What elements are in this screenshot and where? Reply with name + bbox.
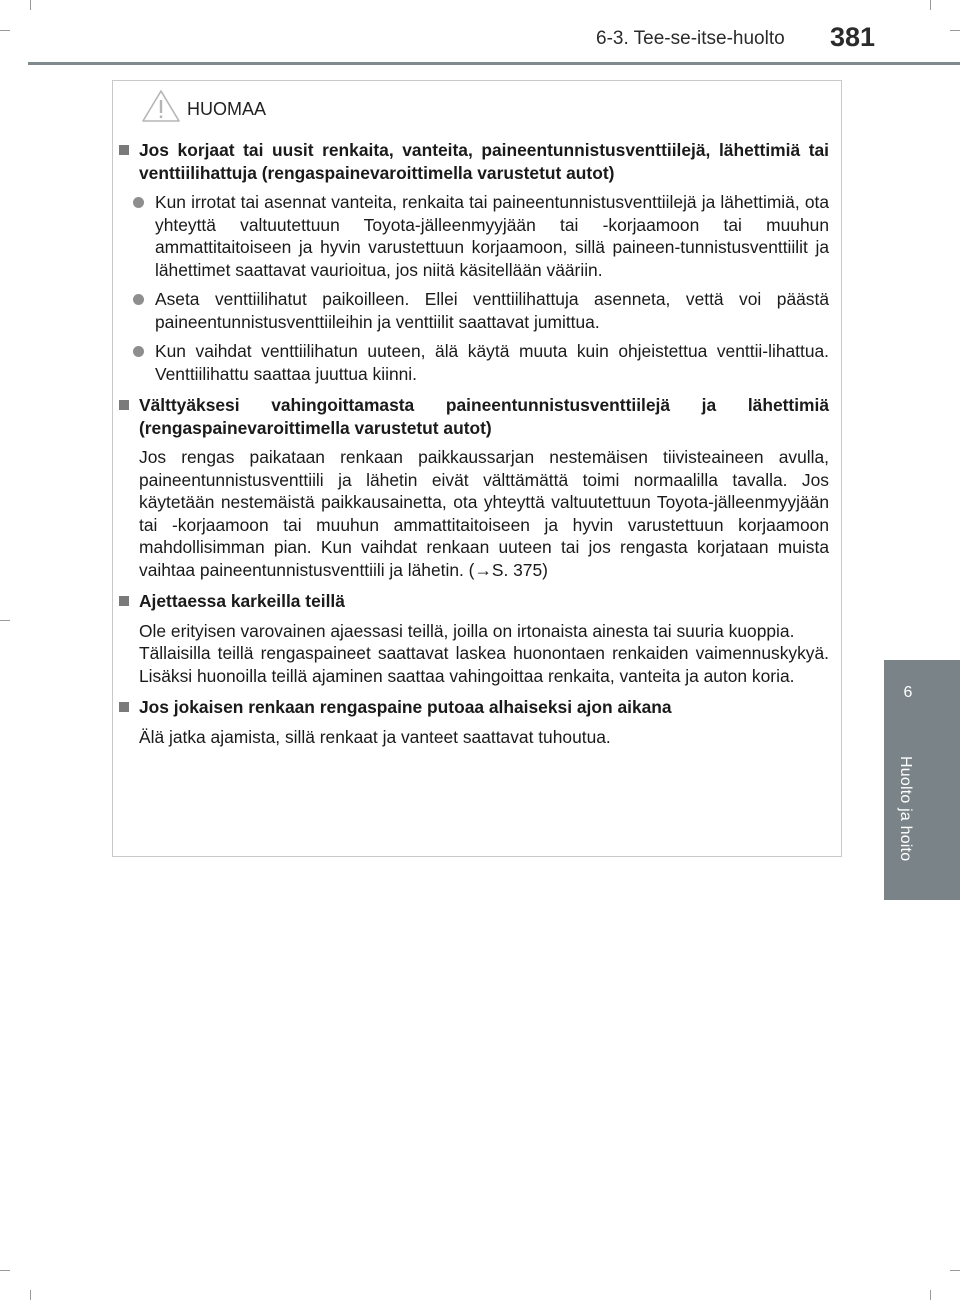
notice-section <box>119 139 829 385</box>
notice-content <box>119 139 829 757</box>
section-heading-text: Välttyäksesi vahingoittamasta paineentunnistusventtiilejä ja lähettimiä (rengaspainevaroittimella varustetut autot) <box>139 395 829 438</box>
crop-mark <box>30 1290 31 1300</box>
crop-mark <box>0 620 10 621</box>
notice-section <box>119 696 829 748</box>
square-bullet-icon <box>119 139 133 184</box>
crop-mark <box>950 30 960 31</box>
bullet-text: Kun vaihdat venttiilihatun uuteen, älä käytä muuta kuin ohjeistettua venttii-lihattua. Venttiilihattu saattaa juuttua kiinni. <box>155 341 829 384</box>
square-bullet-icon <box>119 590 133 613</box>
header-rule <box>28 62 960 65</box>
notice-section <box>119 394 829 581</box>
paragraph-text: Älä jatka ajamista, sillä renkaat ja vanteet saattavat tuhoutua. <box>139 726 611 747</box>
section-paragraph <box>139 446 829 581</box>
crop-mark <box>930 1290 931 1300</box>
round-bullet-icon <box>133 340 153 385</box>
round-bullet-icon <box>133 191 153 281</box>
crop-mark <box>930 0 931 10</box>
section-heading-text: Jos korjaat tai uusit renkaita, vanteita, paineentunnistusventtiilejä, lähettimiä tai venttiilihattuja (rengaspainevaroittimella varustetut autot) <box>139 140 829 183</box>
bullet-item <box>119 288 829 333</box>
bullet-item <box>119 191 829 281</box>
crop-mark <box>0 30 10 31</box>
page-number: 381 <box>830 22 876 52</box>
chapter-side-tab <box>884 660 960 900</box>
square-bullet-icon <box>119 394 133 439</box>
chapter-number: 6 <box>903 684 913 701</box>
crop-mark <box>30 0 31 10</box>
notice-header <box>141 89 266 123</box>
chapter-title: Huolto ja hoito <box>897 756 914 862</box>
running-header-section: 6-3. Tee-se-itse-huolto <box>596 28 785 49</box>
section-paragraph <box>139 620 829 688</box>
section-heading <box>119 696 829 719</box>
square-bullet-icon <box>119 696 133 719</box>
bullet-text: Kun irrotat tai asennat vanteita, renkaita tai paineentunnistusventtiilejä ja lähettimiä, ota yhteyttä valtuutettuun Toyota-jälleenmyyjään tai -korjaamoon tai muuhun ammattitaitoiseen ja hyvin varustettuun korjaamoon, sillä paineen-tunnistusventtiilit ja lähettimet saattavat vaurioitua, jos niitä käsitellään vääriin. <box>155 192 829 280</box>
paragraph-text: Tällaisilla teillä rengaspaineet saattavat laskea huonontaen renkaiden vaimennuskykyä. Lisäksi huonoilla teillä ajaminen saattaa vahingoittaa renkaita, vanteita ja auton koria. <box>139 643 829 686</box>
round-bullet-icon <box>133 288 153 333</box>
paragraph-text: Jos rengas paikataan renkaan paikkaussarjan nestemäisen tiivisteaineen avulla, paineentunnistusventtiili ja lähetin eivät välttämättä toimi normaalilla tavalla. Jos käytetään nestemäistä paikkausainetta, ota yhteyttä valtuutettuun Toyota-jälleenmyyjään tai -korjaamoon tai muuhun ammattitaitoiseen ja hyvin varustettuun korjaamoon mahdollisimman pian. Kun vaihdat renkaan uuteen tai jos rengasta korjataan muista vaihtaa paineentunnistusventtiili ja lähetin. (→S. 375) <box>139 447 829 580</box>
crop-mark <box>950 1270 960 1271</box>
crop-mark <box>0 1270 10 1271</box>
section-heading-text: Jos jokaisen renkaan rengaspaine putoaa alhaiseksi ajon aikana <box>139 697 672 717</box>
section-heading-text: Ajettaessa karkeilla teillä <box>139 591 345 611</box>
section-heading <box>119 590 829 613</box>
warning-triangle-icon <box>141 89 181 123</box>
paragraph-text: Ole erityisen varovainen ajaessasi teillä, joilla on irtonaista ainesta tai suuria kuoppia. <box>139 620 795 641</box>
section-heading <box>119 139 829 184</box>
notice-section <box>119 590 829 687</box>
section-paragraph <box>139 726 829 749</box>
notice-box <box>112 80 842 857</box>
section-heading <box>119 394 829 439</box>
bullet-text: Aseta venttiilihatut paikoilleen. Ellei venttiilihattuja asenneta, vettä voi päästä paineentunnistusventtiileihin ja venttiilit saattavat jumittua. <box>155 289 829 332</box>
notice-title: HUOMAA <box>187 98 267 119</box>
bullet-item <box>119 340 829 385</box>
